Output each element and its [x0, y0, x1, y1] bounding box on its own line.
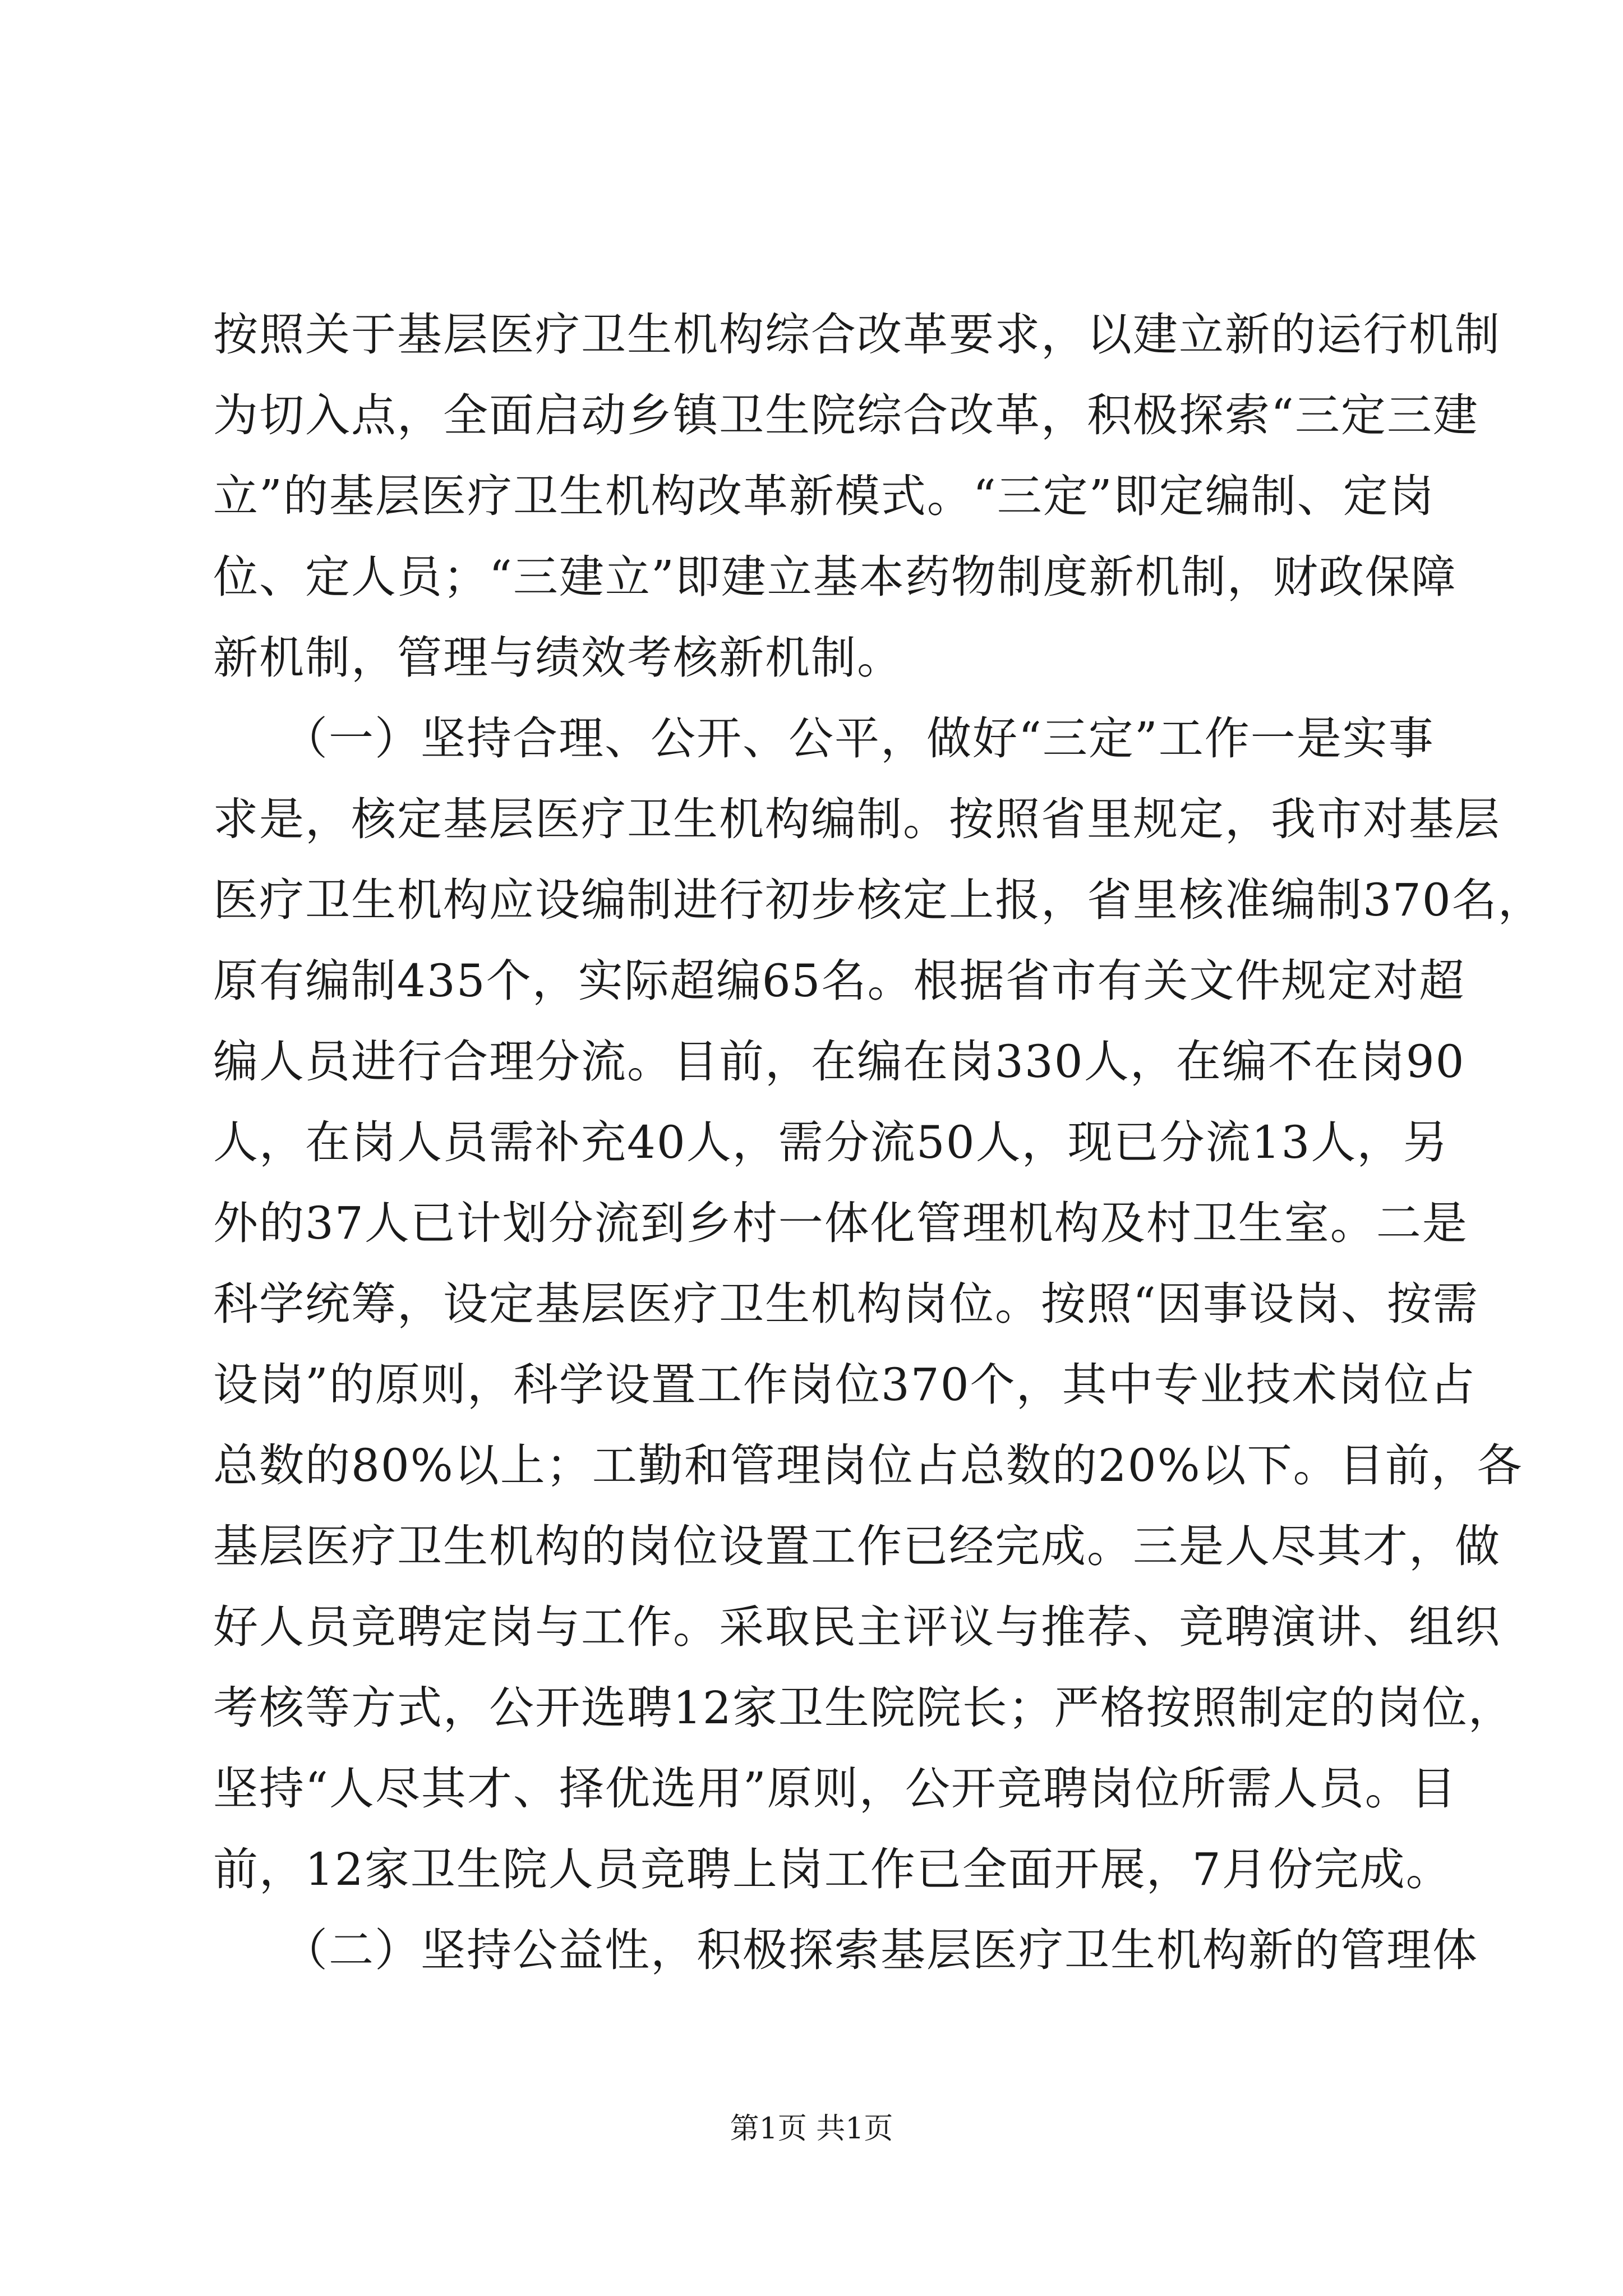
- page-number: 第1页 共1页: [730, 2112, 893, 2146]
- text-line: 按照关于基层医疗卫生机构综合改革要求，以建立新的运行机制: [213, 309, 1501, 361]
- text-line: 科学统筹，设定基层医疗卫生机构岗位。按照“因事设岗、按需: [213, 1278, 1479, 1330]
- text-line: 新机制，管理与绩效考核新机制。: [213, 632, 903, 684]
- text-line: 总数的80%以上；工勤和管理岗位占总数的20%以下。目前，各: [213, 1439, 1523, 1492]
- text-line: 立”的基层医疗卫生机构改革新模式。“三定”即定编制、定岗: [213, 470, 1435, 522]
- text-line: 医疗卫生机构应设编制进行初步核定上报，省里核准编制370名，: [213, 874, 1544, 926]
- text-line: 考核等方式，公开选聘12家卫生院院长；严格按照制定的岗位，: [213, 1682, 1514, 1734]
- text-line: 好人员竞聘定岗与工作。采取民主评议与推荐、竞聘演讲、组织: [213, 1601, 1501, 1653]
- text-line: 基层医疗卫生机构的岗位设置工作已经完成。三是人尽其才，做: [213, 1520, 1501, 1572]
- text-line: （二）坚持公益性，积极探索基层医疗卫生机构新的管理体: [213, 1924, 1478, 1976]
- text-line: 人，在岗人员需补充40人，需分流50人，现已分流13人，另: [213, 1116, 1449, 1168]
- document-body: [213, 295, 1544, 1991]
- text-line: 前，12家卫生院人员竞聘上岗工作已全面开展，7月份完成。: [213, 1843, 1452, 1895]
- text-line: 位、定人员；“三建立”即建立基本药物制度新机制，财政保障: [213, 551, 1457, 603]
- text-line: 求是，核定基层医疗卫生机构编制。按照省里规定，我市对基层: [213, 793, 1501, 845]
- text-line: 外的37人已计划分流到乡村一体化管理机构及村卫生室。二是: [213, 1197, 1468, 1249]
- text-line: 原有编制435个，实际超编65名。根据省市有关文件规定对超: [213, 955, 1465, 1007]
- text-line: 为切入点，全面启动乡镇卫生院综合改革，积极探索“三定三建: [213, 389, 1479, 441]
- text-line: 坚持“人尽其才、择优选用”原则，公开竞聘岗位所需人员。目: [213, 1763, 1457, 1815]
- text-line: （一）坚持合理、公开、公平，做好“三定”工作一是实事: [213, 712, 1435, 765]
- text-line: 编人员进行合理分流。目前，在编在岗330人，在编不在岗90: [213, 1036, 1465, 1088]
- text-line: 设岗”的原则，科学设置工作岗位370个，其中专业技术岗位占: [213, 1359, 1476, 1411]
